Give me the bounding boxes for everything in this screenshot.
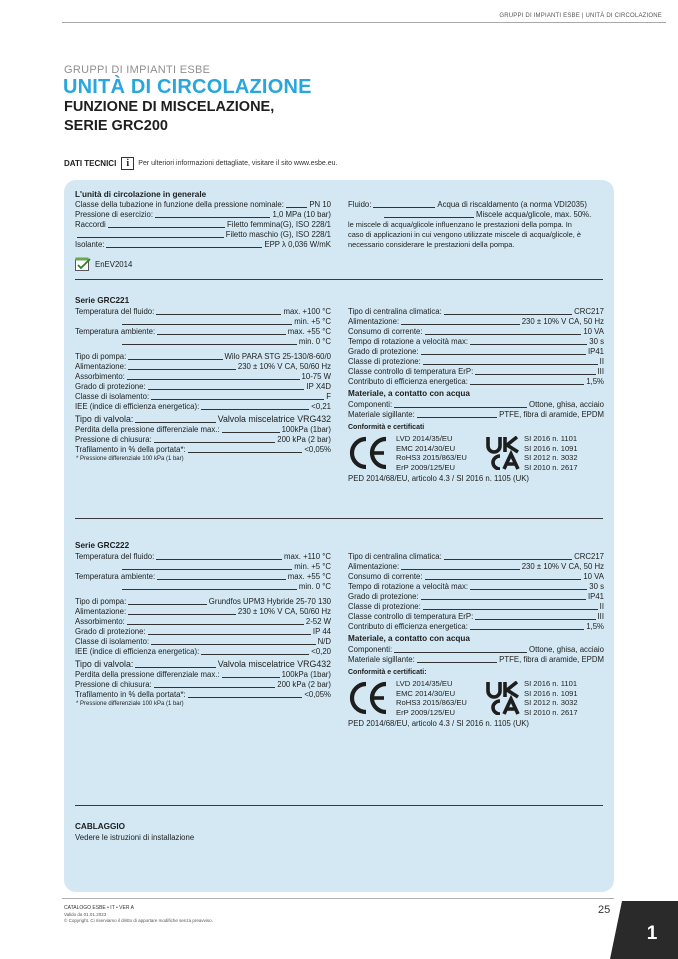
spec-row [75, 582, 331, 592]
spec-row [75, 382, 331, 392]
spec-row [75, 617, 331, 627]
ukca-mark-icon [486, 436, 520, 470]
subtitle-line-1: FUNZIONE DI MISCELAZIONE, [64, 99, 275, 115]
spec-value: max. +110 °C [284, 552, 331, 561]
spec-row [348, 612, 604, 622]
spec-row [348, 552, 604, 562]
spec-row [348, 347, 604, 357]
material-title: Materiale, a contatto con acqua [348, 389, 470, 398]
page-title: UNITÀ DI CIRCOLAZIONE [63, 76, 312, 98]
fluid-note: caso di applicazioni in cui vengono utilizzate miscele di acqua/glicole, è [348, 230, 581, 239]
spec-row [348, 622, 604, 632]
spec-label: Materiale sigillante: [348, 410, 415, 419]
spec-value: 230 ± 10% V CA, 50/60 Hz [237, 362, 331, 371]
spec-row: Pressione di esercizio: 1,0 MPa (10 bar) [75, 210, 331, 219]
section-title: Serie GRC221 [75, 296, 130, 305]
running-header: GRUPPI DI IMPIANTI ESBE | UNITÀ DI CIRCOLAZIONE [499, 13, 662, 19]
spec-row [348, 400, 604, 410]
spec-row [75, 372, 331, 382]
spec-label: Tipo di pompa: [75, 597, 127, 606]
uk-regulation: SI 2016 n. 1091 [524, 688, 578, 698]
right-column [348, 552, 604, 729]
uk-regulation: SI 2016 n. 1101 [524, 434, 578, 443]
spec-label: Trafilamento in % della portata*: [75, 445, 186, 454]
spec-value: 10 VA [583, 572, 604, 581]
spec-label: Tipo di centralina climatica: [348, 307, 442, 316]
enev-check-icon [75, 257, 92, 271]
chapter-number: 1 [646, 923, 658, 944]
spec-value: 100kPa (1bar) [281, 425, 331, 434]
spec-row [75, 352, 331, 362]
spec-label: Grado di protezione: [348, 347, 419, 356]
spec-row [75, 445, 331, 455]
spec-label: Grado di protezione: [75, 627, 146, 636]
ce-mark-icon [348, 435, 390, 471]
uk-regulation: SI 2012 n. 3032 [524, 453, 578, 462]
valve-row: Tipo di valvola: Valvola miscelatrice VRG432 [75, 659, 331, 669]
spec-row [75, 690, 331, 700]
spec-value: F [326, 392, 331, 401]
spec-value: 10-75 W [301, 372, 331, 381]
spec-label: Tempo di rotazione a velocità max: [348, 582, 469, 591]
spec-row: Filetto maschio (G), ISO 228/1 [75, 230, 331, 240]
ce-directive: ErP 2009/125/EU [396, 707, 455, 717]
spec-value: <0,20 [311, 647, 331, 656]
spec-label: Alimentazione: [348, 317, 400, 326]
cert-title: Conformità e certificati [348, 424, 425, 431]
page-number: 25 [598, 904, 611, 916]
spec-row [75, 307, 331, 317]
spec-value: max. +55 °C [287, 327, 331, 336]
spec-row [348, 410, 604, 420]
spec-label: Classe di protezione: [348, 602, 421, 611]
section-divider [75, 279, 603, 280]
spec-value: 1,5% [586, 377, 604, 386]
spec-value: 1,5% [586, 622, 604, 631]
spec-label: Classe di protezione: [348, 357, 421, 366]
spec-label: Perdita della pressione differenziale max.: [75, 425, 220, 434]
spec-row [75, 337, 331, 347]
footer-copyright: © Copyright. Ci riserviamo il diritto di apportare modifiche senza preavviso. [64, 918, 213, 923]
spec-label: Contributo di efficienza energetica: [348, 377, 468, 386]
spec-label: Contributo di efficienza energetica: [348, 622, 468, 631]
spec-value: II [599, 602, 604, 611]
spec-label: Pressione di chiusura: [75, 435, 152, 444]
spec-label: Classe controllo di temperatura ErP: [348, 612, 474, 621]
spec-value: 200 kPa (2 bar) [277, 435, 331, 444]
spec-value: III [597, 367, 604, 376]
spec-row [348, 602, 604, 612]
subtitle-line-2: SERIE GRC200 [64, 117, 168, 134]
page-subtitle [64, 98, 274, 135]
spec-label: Consumo di corrente: [348, 572, 423, 581]
spec-label: Classe controllo di temperatura ErP: [348, 367, 474, 376]
dati-tecnici [64, 157, 338, 170]
spec-row [75, 597, 331, 607]
spec-row [75, 562, 331, 572]
dati-label: DATI TECNICI [64, 159, 117, 168]
cert-block [348, 434, 604, 472]
ce-directive: ErP 2009/125/EU [396, 462, 455, 472]
spec-row [348, 572, 604, 582]
spec-value: 100kPa (1bar) [281, 670, 331, 679]
spec-value: CRC217 [574, 307, 604, 316]
uk-regulation: SI 2010 n. 2617 [524, 707, 578, 717]
spec-value: III [597, 612, 604, 621]
uk-regulation: SI 2016 n. 1091 [524, 443, 578, 453]
wiring-title: CABLAGGIO [75, 822, 126, 831]
ce-mark-icon [348, 680, 390, 716]
footnote: * Pressione differenziale 100 kPa (1 bar) [76, 456, 184, 462]
spec-value: PTFE, fibra di aramide, EPDM [499, 410, 604, 419]
ped-line: PED 2014/68/EU, articolo 4.3 / SI 2016 n. 1105 (UK) [348, 719, 530, 728]
spec-row: Raccordi Filetto femmina(G), ISO 228/1 [75, 220, 331, 229]
spec-row [75, 572, 331, 582]
general-title: L'unità di circolazione in generale [75, 190, 207, 199]
spec-row [75, 607, 331, 617]
spec-row [348, 655, 604, 665]
spec-row [348, 367, 604, 377]
spec-panel [64, 180, 614, 892]
spec-row [348, 357, 604, 367]
fluid-note: le miscele di acqua/glicole influenzano le prestazioni della pompa. In [348, 220, 572, 229]
spec-row: Isolante: EPP λ 0,036 W/mK [75, 240, 331, 249]
spec-label: Trafilamento in % della portata*: [75, 690, 186, 699]
spec-label: Tipo di pompa: [75, 352, 127, 361]
spec-value: Wilo PARA STG 25-130/8-60/0 [224, 352, 331, 361]
spec-value: II [599, 357, 604, 366]
spec-row: Classe della tubazione in funzione della pressione nominale: PN 10 [75, 200, 331, 209]
spec-label: IEE (indice di efficienza energetica): [75, 402, 200, 411]
spec-value: 200 kPa (2 bar) [277, 680, 331, 689]
spec-label: Assorbimento: [75, 617, 125, 626]
spec-label: Grado di protezione: [348, 592, 419, 601]
spec-label: Componenti: [348, 645, 393, 654]
uk-regulation: SI 2016 n. 1101 [524, 679, 578, 688]
general-rows [75, 200, 331, 250]
spec-label: Perdita della pressione differenziale max.: [75, 670, 220, 679]
uk-regulations [524, 434, 578, 472]
footer-catalog: CATALOGO ESBE • IT • VER A [64, 905, 134, 911]
spec-value: 30 s [589, 582, 604, 591]
wiring-text: Vedere le istruzioni di installazione [75, 833, 195, 842]
section-title: Serie GRC222 [75, 541, 130, 550]
uk-regulation: SI 2012 n. 3032 [524, 698, 578, 707]
ce-directive: EMC 2014/30/EU [396, 688, 456, 698]
spec-value: IP41 [587, 592, 604, 601]
spec-value: <0,21 [311, 402, 331, 411]
spec-label: Classe di isolamento: [75, 637, 150, 646]
ce-directive: RoHS3 2015/863/EU [396, 453, 467, 462]
spec-row [348, 317, 604, 327]
spec-value: CRC217 [574, 552, 604, 561]
spec-value: IP41 [587, 347, 604, 356]
spec-label: Assorbimento: [75, 372, 125, 381]
section-divider [75, 518, 603, 519]
enev-label: EnEV2014 [95, 259, 133, 269]
spec-label: Alimentazione: [75, 607, 127, 616]
dati-note: Per ulteriori informazioni dettagliate, visitare il sito www.esbe.eu. [138, 160, 338, 167]
valve-row: Tipo di valvola: Valvola miscelatrice VRG432 [75, 414, 331, 424]
ped-line: PED 2014/68/EU, articolo 4.3 / SI 2016 n. 1105 (UK) [348, 474, 530, 483]
left-column [75, 296, 331, 464]
spec-label: Temperatura del fluido: [75, 307, 155, 316]
section-grc221 [75, 296, 605, 496]
spec-value: 30 s [589, 337, 604, 346]
spec-row [75, 627, 331, 637]
fluid-row: Miscele acqua/glicole, max. 50%. [348, 210, 604, 220]
footnote: * Pressione differenziale 100 kPa (1 bar) [76, 701, 184, 707]
fluid-block [348, 200, 604, 250]
ce-directives [396, 679, 486, 717]
spec-label: Alimentazione: [348, 562, 400, 571]
spec-value: 230 ± 10% V CA, 50 Hz [521, 562, 604, 571]
uk-regulation: SI 2010 n. 2617 [524, 462, 578, 472]
spec-value: min. +5 °C [294, 317, 331, 326]
header-rule [62, 22, 666, 23]
spec-value: 10 VA [583, 327, 604, 336]
spec-label: Classe di isolamento: [75, 392, 150, 401]
ce-directive: RoHS3 2015/863/EU [396, 698, 467, 707]
spec-label: Consumo di corrente: [348, 327, 423, 336]
spec-label: Temperatura ambiente: [75, 327, 156, 336]
right-column [348, 307, 604, 484]
spec-label: IEE (indice di efficienza energetica): [75, 647, 200, 656]
spec-value: max. +55 °C [287, 572, 331, 581]
spec-row [75, 425, 331, 435]
spec-label: Grado di protezione: [75, 382, 146, 391]
spec-value: <0,05% [304, 690, 331, 699]
spec-row [75, 435, 331, 445]
spec-row [348, 327, 604, 337]
spec-row [348, 562, 604, 572]
chapter-tab [610, 901, 678, 959]
spec-row [348, 377, 604, 387]
spec-row [348, 645, 604, 655]
info-box-icon: i [121, 157, 134, 170]
spec-row [348, 592, 604, 602]
spec-label: Tipo di centralina climatica: [348, 552, 442, 561]
spec-value: min. 0 °C [298, 337, 331, 346]
enev-badge [75, 257, 132, 271]
spec-label: Pressione di chiusura: [75, 680, 152, 689]
spec-row [75, 327, 331, 337]
spec-label: Materiale sigillante: [348, 655, 415, 664]
spec-value: min. +5 °C [294, 562, 331, 571]
spec-label: Alimentazione: [75, 362, 127, 371]
cert-title: Conformità e certificati: [348, 669, 427, 676]
spec-row [75, 392, 331, 402]
spec-label: Temperatura ambiente: [75, 572, 156, 581]
spec-value: 230 ± 10% V CA, 50/60 Hz [237, 607, 331, 616]
spec-row [75, 552, 331, 562]
spec-value: N/D [317, 637, 331, 646]
spec-value: 230 ± 10% V CA, 50 Hz [521, 317, 604, 326]
spec-row [348, 582, 604, 592]
spec-row [75, 647, 331, 657]
uk-regulations [524, 679, 578, 717]
spec-row [348, 307, 604, 317]
fluid-note: necessario considerare le prestazioni della pompa. [348, 240, 515, 249]
spec-value: Grundfos UPM3 Hybride 25-70 130 [208, 597, 331, 606]
spec-value: min. 0 °C [298, 582, 331, 591]
spec-value: max. +100 °C [283, 307, 331, 316]
spec-row [75, 670, 331, 680]
material-title: Materiale, a contatto con acqua [348, 634, 470, 643]
spec-value: IP 44 [312, 627, 331, 636]
pre-title: GRUPPI DI IMPIANTI ESBE [64, 64, 211, 76]
section-divider [75, 805, 603, 806]
spec-value: Ottone, ghisa, acciaio [529, 645, 604, 654]
spec-row [348, 337, 604, 347]
spec-label: Componenti: [348, 400, 393, 409]
ce-directives [396, 434, 486, 472]
left-column [75, 541, 331, 709]
spec-row [75, 402, 331, 412]
ce-directive: LVD 2014/35/EU [396, 679, 453, 688]
spec-value: PTFE, fibra di aramide, EPDM [499, 655, 604, 664]
ce-directive: LVD 2014/35/EU [396, 434, 453, 443]
section-grc222 [75, 541, 605, 741]
spec-value: IP X4D [306, 382, 331, 391]
spec-value: Ottone, ghisa, acciaio [529, 400, 604, 409]
footer-rule [62, 898, 614, 899]
spec-value: 2-52 W [305, 617, 331, 626]
footer-validity: Valido da 01.01.2023 [64, 912, 107, 917]
spec-row [75, 637, 331, 647]
spec-row [75, 317, 331, 327]
spec-value: <0,05% [304, 445, 331, 454]
spec-label: Temperatura del fluido: [75, 552, 155, 561]
ukca-mark-icon [486, 681, 520, 715]
spec-label: Tempo di rotazione a velocità max: [348, 337, 469, 346]
spec-row [75, 680, 331, 690]
ce-directive: EMC 2014/30/EU [396, 443, 456, 453]
cert-block [348, 679, 604, 717]
fluid-row: Fluido: Acqua di riscaldamento (a norma VDI2035) [348, 200, 587, 209]
spec-row [75, 362, 331, 372]
